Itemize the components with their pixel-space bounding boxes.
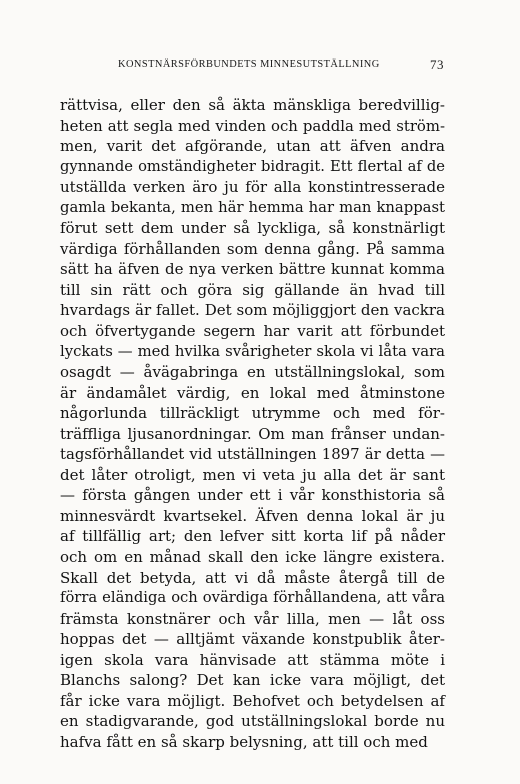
- body-text: [60, 95, 445, 753]
- text-line: och om en månad skall den icke längre existera.: [60, 548, 445, 567]
- text-line: minnesvärdt kvartsekel. Äfven denna lokal är ju: [60, 506, 445, 525]
- text-line: Blanchs salong? Det kan icke vara möjligt, det: [60, 671, 445, 690]
- text-line: hoppas det — alltjämt växande konstpublik åter-: [60, 630, 445, 649]
- text-line: men, varit det afgörande, utan att äfven andra: [60, 137, 445, 156]
- text-line: främsta konstnärer och vår lilla, men — låt oss: [60, 609, 445, 628]
- text-line: utställda verken äro ju för alla konstintresserade: [60, 178, 445, 197]
- text-line: tagsförhållandet vid utställningen 1897 är detta —: [60, 445, 445, 464]
- text-line: får icke vara möjligt. Behofvet och betydelsen af: [60, 691, 445, 710]
- text-line: någorlunda tillräckligt utrymme och med för-: [60, 404, 445, 423]
- text-line: förut sett dem under så lyckliga, så konstnärligt: [60, 219, 445, 238]
- text-line: en stadigvarande, god utställningslokal borde nu: [60, 712, 445, 731]
- text-line: och öfvertygande segern har varit att förbundet: [60, 322, 445, 341]
- text-line: förra eländiga och ovärdiga förhållandena, att våra: [60, 589, 445, 607]
- text-line: af tillfällig art; den lefver sitt korta lif på nåder: [60, 527, 445, 546]
- text-line: heten att segla med vinden och paddla med ström-: [60, 116, 445, 135]
- text-line: hafva fått en så skarp belysning, att till och med: [60, 732, 428, 751]
- text-line: igen skola vara hänvisade att stämma möte i: [60, 650, 445, 669]
- text-line: sätt ha äfven de nya verken bättre kunnat komma: [60, 260, 445, 279]
- text-line: osagdt — åvägabringa en utställningslokal, som: [60, 363, 445, 382]
- text-line: gynnande omständigheter bidragit. Ett flertal af de: [60, 157, 445, 175]
- text-line: värdiga förhållanden som denna gång. På samma: [60, 239, 445, 258]
- text-line: rättvisa, eller den så äkta mänskliga beredvillig-: [60, 96, 445, 114]
- text-line: gamla bekanta, men här hemma har man knappast: [60, 198, 445, 216]
- text-line: hvardags är fallet. Det som möjliggjort den vackra: [60, 301, 445, 320]
- running-title: KONSTNÄRSFÖRBUNDETS MINNESUTSTÄLLNING: [118, 59, 380, 70]
- text-line: lyckats — med hvilka svårigheter skola vi låta vara: [60, 342, 445, 360]
- running-head: [118, 57, 444, 75]
- text-line: det låter otroligt, men vi veta ju alla det är sant: [60, 465, 445, 484]
- page-number: 73: [430, 57, 444, 72]
- text-line: Skall det betyda, att vi då måste återgå till de: [60, 568, 445, 587]
- text-line: träffliga ljusanordningar. Om man frånser undan-: [60, 424, 445, 443]
- text-line: — första gången under ett i vår konsthistoria så: [60, 486, 445, 505]
- text-line: till sin rätt och göra sig gällande än hvad till: [60, 280, 445, 299]
- text-line: är ändamålet värdig, en lokal med åtminstone: [60, 383, 445, 402]
